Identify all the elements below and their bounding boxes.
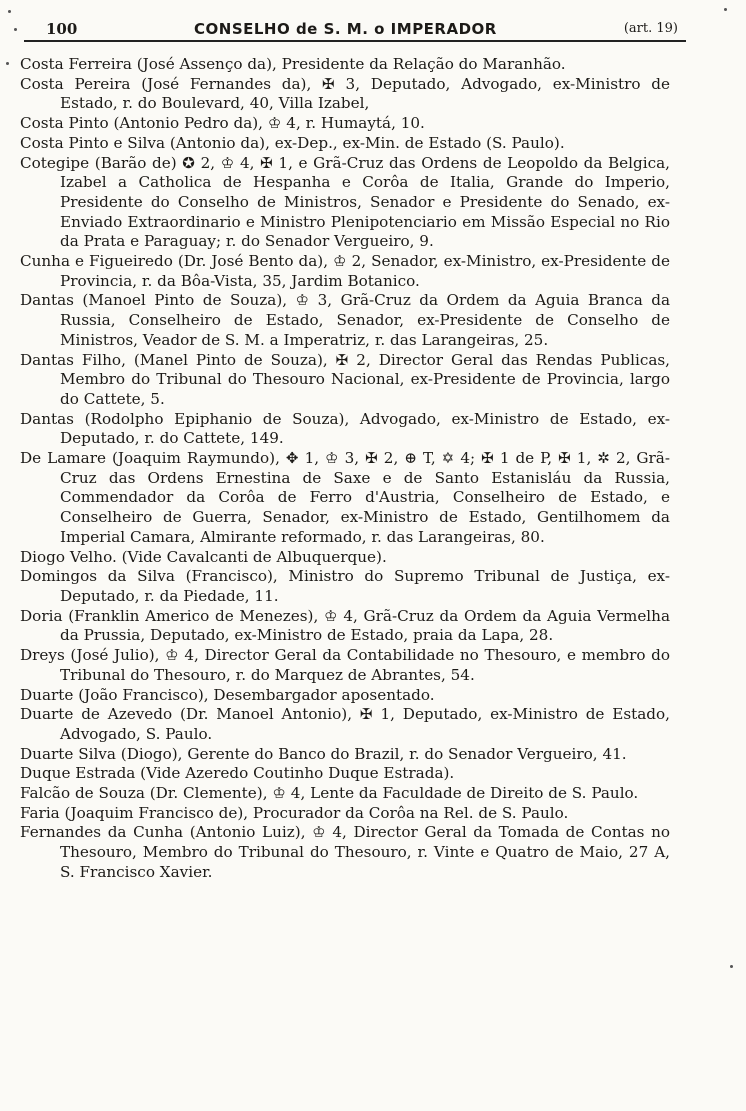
entry-costa-pinto: Costa Pinto (Antonio Pedro da), ♔ 4, r. Humaytá, 10. (20, 114, 425, 133)
section-reference: (art. 19) (623, 21, 678, 36)
entry-dantas-manoel: Dantas (Manoel Pinto de Souza), ♔ 3, Grã-Cruz da Ordem da Aguia Branca da Russia, Conselheiro de Estado, Senador, ex-Presidente de Conselho de Ministros, Veador de S. M. a Imperatriz, r. das Larangeiras, 25. (20, 291, 670, 349)
entry-faria: Faria (Joaquim Francisco de), Procurador da Corôa na Rel. de S. Paulo. (20, 803, 569, 822)
entry-duque-estrada: Duque Estrada (Vide Azeredo Coutinho Duque Estrada). (20, 764, 455, 783)
print-speck (6, 62, 9, 65)
entry-falcao-de-souza: Falcão de Souza (Dr. Clemente), ♔ 4, Lente da Faculdade de Direito de S. Paulo. (20, 784, 639, 803)
entry-costa-ferreira: Costa Ferreira (José Assenço da), Presidente da Relação do Maranhão. (20, 55, 566, 73)
entry-duarte-silva: Duarte Silva (Diogo), Gerente do Banco do Brazil, r. do Senador Vergueiro, 41. (20, 744, 627, 763)
page-number: 100 (46, 20, 78, 38)
running-head (24, 18, 686, 42)
entry-diogo-velho: Diogo Velho. (Vide Cavalcanti de Albuquerque). (20, 547, 387, 566)
entry-cunha-e-figueiredo: Cunha e Figueiredo (Dr. José Bento da), ♔ 2, Senador, ex-Ministro, ex-Presidente de Provincia, r. da Bôa-Vista, 35, Jardim Botanico. (20, 252, 670, 290)
directory-entries (20, 55, 670, 883)
entry-dreys: Dreys (José Julio), ♔ 4, Director Geral da Contabilidade no Thesouro, e membro do Tribunal do Thesouro, r. do Marquez de Abrantes, 54. (20, 646, 670, 684)
print-speck (724, 8, 727, 11)
entry-doria: Doria (Franklin Americo de Menezes), ♔ 4, Grã-Cruz da Ordem da Aguia Vermelha da Prussia, Deputado, ex-Ministro de Estado, praia da Lapa, 28. (20, 606, 670, 645)
print-speck (8, 10, 11, 13)
print-speck (730, 965, 733, 968)
entry-fernandes-da-cunha: Fernandes da Cunha (Antonio Luiz), ♔ 4, Director Geral da Tomada de Contas no Thesouro, Membro do Tribunal do Thesouro, r. Vinte e Quatro de Maio, 27 A, S. Francisco Xavier. (20, 823, 670, 881)
entry-de-lamare: De Lamare (Joaquim Raymundo), ✥ 1, ♔ 3, ✠ 2, ⊕ T, ✡ 4; ✠ 1 de P, ✠ 1, ✲ 2, Grã-Cruz das Ordens Ernestina de Saxe e de Santo Estanisláu da Russia, Commendador da Corôa de Ferro d'Austria, Conselheiro de Estado, e Conselheiro de Guerra, Senador, ex-Ministro de Estado, Gentilhomem da Imperial Camara, Almirante reformado, r. das Larangeiras, 80. (20, 449, 670, 546)
entry-duarte: Duarte (João Francisco), Desembargador aposentado. (20, 685, 435, 704)
entry-domingos-da-silva: Domingos da Silva (Francisco), Ministro do Supremo Tribunal de Justiça, ex-Deputado, r. da Piedade, 11. (20, 567, 670, 605)
entry-duarte-de-azevedo: Duarte de Azevedo (Dr. Manoel Antonio), ✠ 1, Deputado, ex-Ministro de Estado, Advogado, S. Paulo. (20, 705, 670, 743)
entry-costa-pereira: Costa Pereira (José Fernandes da), ✠ 3, Deputado, Advogado, ex-Ministro de Estado, r. do Boulevard, 40, Villa Izabel, (20, 74, 670, 113)
running-title: CONSELHO de S. M. o IMPERADOR (194, 20, 497, 38)
entry-dantas-rodolpho: Dantas (Rodolpho Epiphanio de Souza), Advogado, ex-Ministro de Estado, ex-Deputado, r. do Cattete, 149. (20, 409, 670, 448)
entry-cotegipe: Cotegipe (Barão de) ✪ 2, ♔ 4, ✠ 1, e Grã-Cruz das Ordens de Leopoldo da Belgica, Izabel a Catholica de Hespanha e Corôa de Italia, Grande do Imperio, Presidente do Conselho de Ministros, Senador e Presidente do Senado, ex-Enviado Extraordinario e Ministro Plenipotenciario em Missão Especial no Rio da Prata e Paraguay; r. do Senador Vergueiro, 9. (20, 153, 670, 251)
entry-dantas-filho: Dantas Filho, (Manel Pinto de Souza), ✠ 2, Director Geral das Rendas Publicas, Membro do Tribunal do Thesouro Nacional, ex-Presidente de Provincia, largo do Cattete, 5. (20, 350, 670, 408)
entry-costa-pinto-e-silva: Costa Pinto e Silva (Antonio da), ex-Dep., ex-Min. de Estado (S. Paulo). (20, 133, 565, 152)
print-speck (14, 28, 17, 31)
